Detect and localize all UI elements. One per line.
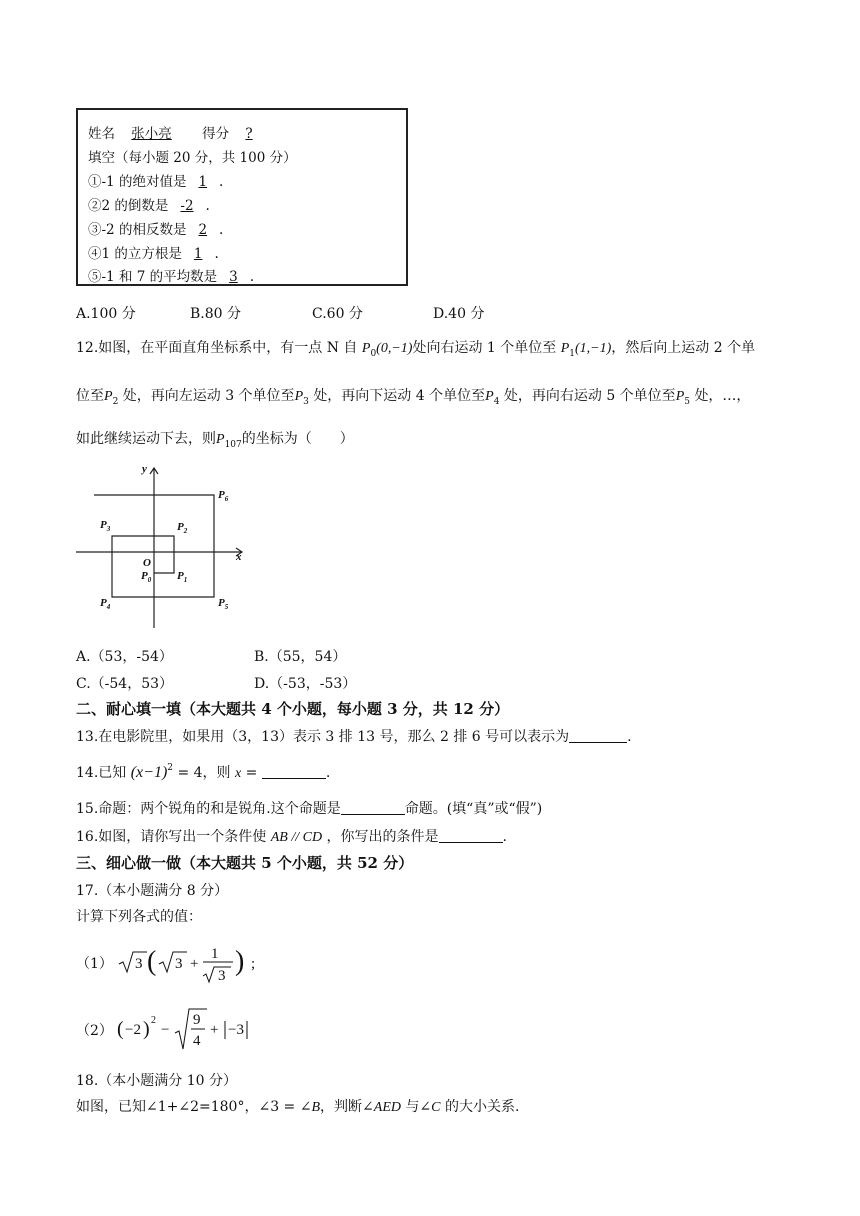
q17-title: 17.（本小题满分 8 分）	[76, 883, 229, 899]
svg-text:): )	[235, 946, 245, 977]
q11-option-d: D.40 分	[433, 306, 485, 322]
coordinate-spiral-figure	[76, 460, 266, 630]
svg-text:−3: −3	[228, 1022, 245, 1038]
svg-text:3: 3	[135, 956, 143, 972]
svg-text:): )	[143, 1018, 151, 1040]
q16-blank	[439, 828, 503, 843]
p1-label: $P_1$	[177, 570, 188, 584]
svg-text:1: 1	[211, 946, 219, 962]
q18-title: 18.（本小题满分 10 分）	[76, 1073, 237, 1089]
svg-text:+: +	[190, 956, 199, 972]
q12-option-b: B.（55，54）	[254, 649, 347, 665]
q15: 15.命题：两个锐角的和是锐角.这个命题是 命题。(填“真”或“假”)	[76, 801, 543, 817]
score-card-image	[76, 108, 408, 286]
card-item-4: ④1 的立方根是 1 .	[88, 246, 219, 262]
section-2-heading: 二、耐心填一填（本大题共 4 个小题，每小题 3 分，共 12 分）	[76, 700, 510, 718]
svg-text:+: +	[210, 1022, 219, 1038]
svg-text:−2: −2	[125, 1022, 142, 1038]
origin-label: O	[143, 557, 151, 569]
q12-line-3: 如此继续运动下去，则$P_{107}$的坐标为（ ）	[76, 431, 354, 450]
p3-label: $P_3$	[100, 519, 111, 533]
q13-blank	[569, 728, 627, 743]
q17-intro: 计算下列各式的值：	[76, 909, 202, 925]
p6-label: $P_6$	[218, 489, 229, 503]
p5-label: $P_5$	[218, 597, 229, 611]
svg-text:9: 9	[193, 1012, 201, 1028]
card-score-value: ?	[245, 126, 253, 142]
card-name-row: 姓名 张小亮 得分 ?	[88, 122, 265, 142]
q17-part-2: （2） ( −2 ) 2 − 9 4 + −3	[76, 1005, 267, 1055]
card-item-2: ②2 的倒数是 -2 .	[88, 198, 210, 214]
svg-text:(: (	[147, 946, 157, 977]
svg-text:3: 3	[175, 956, 183, 972]
p0-label: $P_0$	[141, 570, 152, 584]
card-item-1: ①-1 的绝对值是 1 .	[88, 174, 224, 190]
card-header: 填空（每小题 20 分，共 100 分）	[88, 150, 297, 166]
q15-blank	[341, 800, 405, 815]
q11-option-b: B.80 分	[190, 306, 242, 322]
q18-text: 如图，已知∠1+∠2=180°，∠3 = ∠B，判断∠AED 与∠C 的大小关系.	[76, 1099, 520, 1115]
p4-label: $P_4$	[100, 597, 111, 611]
card-name-value: 张小亮	[131, 126, 172, 142]
svg-text:;: ;	[251, 956, 256, 972]
svg-text:4: 4	[193, 1033, 201, 1049]
q12-option-d: D.（-53，-53）	[254, 676, 357, 692]
q12-line-1: 12.如图，在平面直角坐标系中，有一点 N 自 $P_0(0,-1)$处向右运动 1 个单位至 $P_1(1,-1)$，然后向上运动 2 个单	[76, 340, 756, 359]
q13: 13.在电影院里，如果用（3，13）表示 3 排 13 号，那么 2 排 6 号可以表示为 .	[76, 729, 632, 745]
section-3-heading: 三、细心做一做（本大题共 5 个小题，共 52 分）	[76, 854, 414, 872]
q17-part-2-formula	[117, 1005, 267, 1055]
q12-option-c: C.（-54，53）	[76, 676, 174, 692]
q17-part-1-formula	[117, 940, 267, 986]
p2-label: $P_2$	[177, 521, 188, 535]
svg-text:3: 3	[218, 968, 226, 984]
q14: 14.已知 $(x-1)^2 = 4$，则 x = .	[76, 763, 331, 781]
card-item-5: ⑤-1 和 7 的平均数是 3 .	[88, 269, 255, 285]
q11-option-c: C.60 分	[312, 306, 363, 322]
q12-line-2: 位至$P_2$ 处，再向左运动 3 个单位至$P_3$ 处，再向下运动 4 个单位至$P_4$ 处，再向右运动 5 个单位至$P_5$ 处，…，	[76, 388, 751, 407]
q16: 16.如图，请你写出一个条件使 AB // CD ，你写出的条件是 .	[76, 829, 507, 845]
y-axis-label: y	[142, 463, 147, 475]
x-axis-label: x	[236, 551, 242, 563]
q11-option-a: A.100 分	[76, 306, 136, 322]
q12-option-a: A.（53，-54）	[76, 649, 173, 665]
svg-text:2: 2	[151, 1015, 157, 1026]
q14-blank	[262, 764, 326, 779]
q17-part-1: （1） 3 ( 3 + 1 3 ) ;	[76, 940, 267, 986]
svg-text:−: −	[161, 1022, 170, 1038]
svg-text:(: (	[117, 1018, 125, 1040]
card-item-3: ③-2 的相反数是 2 .	[88, 222, 224, 238]
